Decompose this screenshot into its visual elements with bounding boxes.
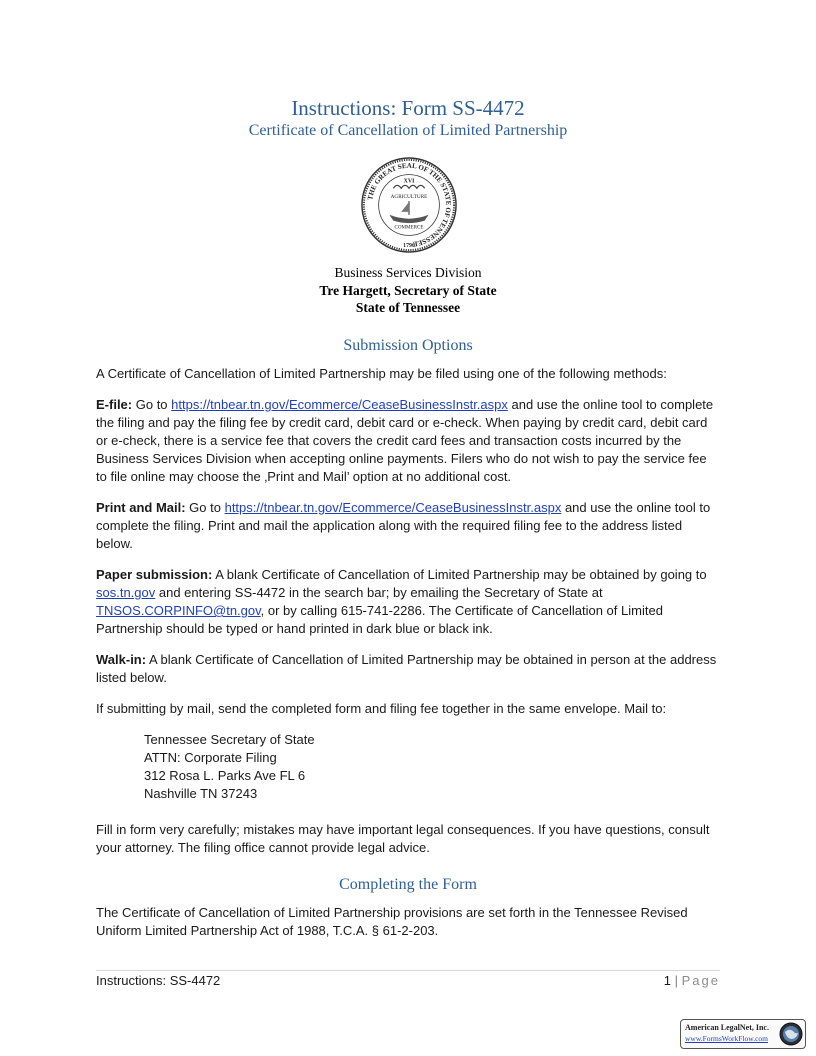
mailing-address xyxy=(144,731,315,803)
publisher-badge[interactable] xyxy=(680,1019,806,1049)
walkin-text: A blank Certificate of Cancellation of Limited Partnership may be obtained in person at the address listed below. xyxy=(96,652,717,685)
paper-text: , or by calling 615-741-2286. The Certificate of Cancellation of Limited Partnership should be typed or hand printed in dark blue or black ink. xyxy=(96,603,663,636)
mail-intro: If submitting by mail, send the completed form and filing fee together in the same envelope. Mail to: xyxy=(96,701,667,716)
state-seal-icon xyxy=(360,156,458,254)
print-mail-paragraph xyxy=(96,499,718,553)
address-line: Tennessee Secretary of State xyxy=(144,732,315,747)
publisher-url[interactable]: www.FormsWorkFlow.com xyxy=(685,1034,769,1043)
publisher-name: American LegalNet, Inc. xyxy=(685,1023,769,1032)
globe-logo-icon xyxy=(779,1022,803,1046)
walkin-paragraph xyxy=(96,651,718,687)
page-subtitle: Certificate of Cancellation of Limited Partnership xyxy=(248,122,568,139)
efile-label: E-file: xyxy=(96,397,133,412)
page-word: Page xyxy=(681,973,720,988)
paper-mid: and entering SS-4472 in the search bar; by emailing the Secretary of State at xyxy=(155,585,603,600)
seal-year: 1796 xyxy=(403,243,415,250)
seal-word-commerce: COMMERCE xyxy=(394,224,424,231)
address-line: Nashville TN 37243 xyxy=(144,786,258,801)
paper-submission-paragraph xyxy=(96,566,718,638)
caution-paragraph: Fill in form very carefully; mistakes may have important legal consequences. If you have questions, consult your attorney. The filing office cannot provide legal advice. xyxy=(96,822,710,855)
efile-pre: Go to xyxy=(132,397,172,412)
walkin-label: Walk-in: xyxy=(96,652,147,667)
sos-website-link[interactable]: sos.tn.gov xyxy=(96,585,156,600)
efile-paragraph xyxy=(96,396,718,486)
efile-text: and use the online tool to complete the filing and pay the filing fee by credit card, debit card or e-check. When paying by credit card, debit card or e-check, there is a service fee that covers the credit card fees and transaction costs incurred by the Business Services Division when accepting online payments. Filers who do not wish to pay the service fee to file online may choose the ‚Print and Mail’ option at no additional cost. xyxy=(96,397,714,484)
heading-submission-options: Submission Options xyxy=(343,337,473,354)
agency-state: State of Tennessee xyxy=(355,300,461,315)
page-title: Instructions: Form SS-4472 xyxy=(291,96,525,120)
paper-pre: A blank Certificate of Cancellation of Limited Partnership may be obtained by going to xyxy=(212,567,707,582)
print-mail-pre: Go to xyxy=(185,500,225,515)
submission-intro: A Certificate of Cancellation of Limited Partnership may be filed using one of the following methods: xyxy=(96,366,667,381)
agency-secretary: Tre Hargett, Secretary of State xyxy=(319,283,497,298)
footer-divider xyxy=(96,970,720,971)
efile-link[interactable]: https://tnbear.tn.gov/Ecommerce/CeaseBusinessInstr.aspx xyxy=(171,397,508,412)
paper-label: Paper submission: xyxy=(96,567,213,582)
print-mail-text: and use the online tool to complete the filing. Print and mail the application along with the required filing fee to the address listed below. xyxy=(96,500,711,551)
corpinfo-email-link[interactable]: TNSOS.CORPINFO@tn.gov xyxy=(96,603,261,618)
completing-paragraph: The Certificate of Cancellation of Limited Partnership provisions are set forth in the Tennessee Revised Uniform Limited Partnership Act of 1988, T.C.A. § 61-2-203. xyxy=(96,905,688,938)
print-mail-link[interactable]: https://tnbear.tn.gov/Ecommerce/CeaseBusinessInstr.aspx xyxy=(224,500,562,515)
agency-division: Business Services Division xyxy=(334,265,482,280)
seal-numeral: XVI xyxy=(403,178,415,185)
heading-completing-form: Completing the Form xyxy=(339,876,477,893)
print-mail-label: Print and Mail: xyxy=(96,500,186,515)
footer-page-number xyxy=(664,973,720,988)
address-line: ATTN: Corporate Filing xyxy=(144,750,277,765)
page-separator: | xyxy=(674,973,678,988)
seal-word-agriculture: AGRICULTURE xyxy=(390,194,428,201)
seal-ring-text: THE GREAT SEAL OF THE STATE OF TENNESSEE xyxy=(366,161,453,249)
address-line: 312 Rosa L. Parks Ave FL 6 xyxy=(144,768,306,783)
footer-form-id: Instructions: SS-4472 xyxy=(96,973,221,988)
page-number: 1 xyxy=(663,973,671,988)
